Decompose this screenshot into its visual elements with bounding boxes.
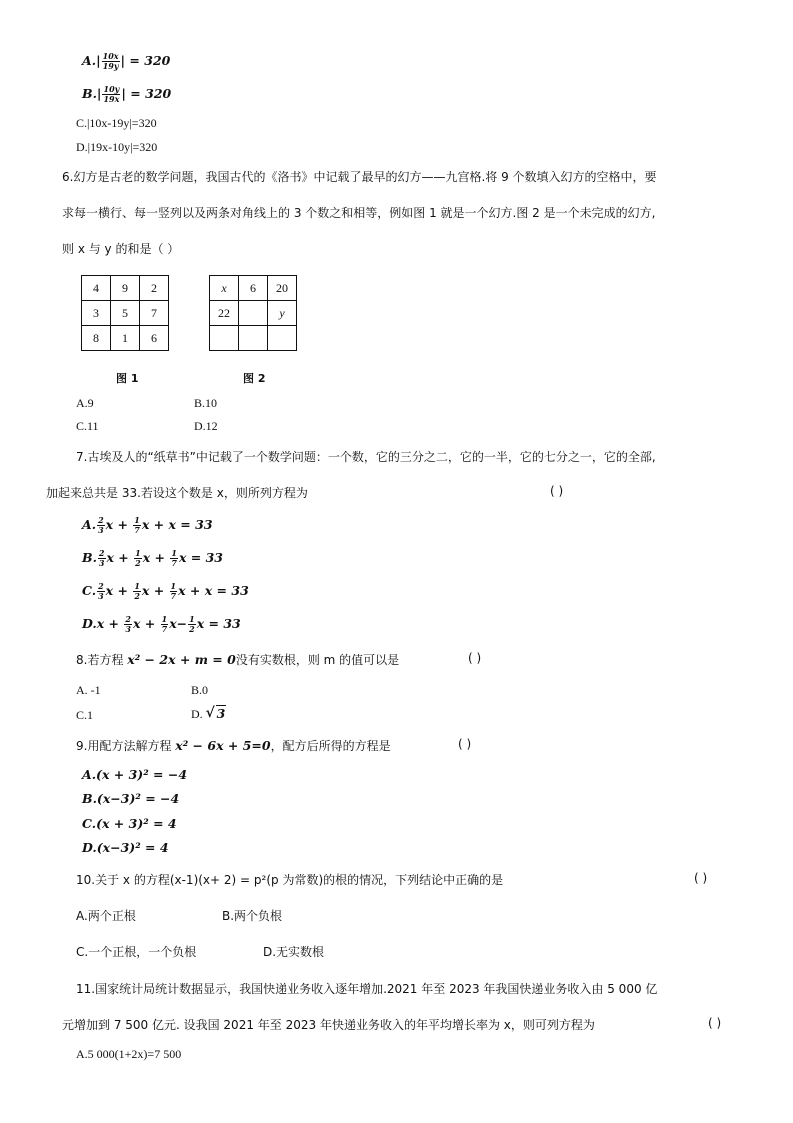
q11-stem-line2: 元增加到 7 500 亿元. 设我国 2021 年至 2023 年快递业务收入的年平均增长率为 x，则可列方程为	[62, 1018, 595, 1032]
fig1-cell: 6	[140, 326, 169, 351]
q8-option-c: C.1	[76, 708, 94, 722]
q7-stem-line2: 加起来总共是 33.若设这个数是 x，则所列方程为	[46, 486, 308, 500]
fig2-cell: 22	[210, 301, 239, 326]
fig2-cell	[268, 326, 297, 351]
figure-2-caption: 图 2	[243, 372, 266, 385]
fig1-cell: 7	[140, 301, 169, 326]
fig1-cell: 9	[111, 276, 140, 301]
q10-answer-bracket: ( )	[694, 871, 708, 885]
q5-option-a: A.| $\frac{10x}{19y}$ | = 320	[82, 51, 171, 71]
fig2-cell	[239, 301, 268, 326]
q10-option-a: A.两个正根	[76, 909, 136, 923]
q8-option-a: A. -1	[76, 683, 101, 697]
q11-stem-line1: 11.国家统计局统计数据显示，我国快递业务收入逐年增加.2021 年至 2023 年我国快递业务收入由 5 000 亿	[76, 982, 658, 996]
q9-answer-bracket: ( )	[458, 737, 472, 751]
q9-option-a: A.(x + 3)² = −4	[82, 767, 188, 782]
q9-option-b: B.(x−3)² = −4	[82, 791, 180, 806]
q6-stem-line1: 6.幻方是古老的数学问题，我国古代的《洛书》中记载了最早的幻方——九宫格.将 9 个数填入幻方的空格中，要	[62, 170, 657, 184]
fig2-cell: 6	[239, 276, 268, 301]
q6-stem-line2: 求每一横行、每一竖列以及两条对角线上的 3 个数之和相等，例如图 1 就是一个幻方.图 2 是一个未完成的幻方,	[62, 206, 656, 220]
fig2-cell: 20	[268, 276, 297, 301]
q9-stem: 9.用配方法解方程 x² − 6x + 5=0，配方后所得的方程是	[76, 738, 391, 753]
q7-option-c: C. $\frac{2}{3}$ x + $\frac{1}{2}$ x + $\frac{1}{7}$ x + x = 33	[82, 581, 249, 601]
q6-option-a: A.9	[76, 396, 94, 410]
q6-option-c: C.11	[76, 419, 99, 433]
q9-option-c: C.(x + 3)² = 4	[82, 816, 177, 831]
q7-answer-bracket: ( )	[550, 484, 564, 498]
magic-square-figure-2	[209, 275, 297, 351]
q5-option-d: D.|19x-10y|=320	[76, 140, 158, 154]
q8-option-d: D. √ 3	[191, 706, 226, 722]
q5-option-b: B.| $\frac{10y}{19x}$ | = 320	[82, 84, 172, 104]
magic-square-figure-1	[81, 275, 169, 351]
q5-option-c: C.|10x-19y|=320	[76, 116, 157, 130]
q10-stem: 10.关于 x 的方程(x-1)(x+ 2) = p²(p 为常数)的根的情况，下列结论中正确的是	[76, 873, 504, 887]
figure-1-caption: 图 1	[116, 372, 139, 385]
q6-option-d: D.12	[194, 419, 218, 433]
q11-answer-bracket: ( )	[708, 1016, 722, 1030]
q6-stem-line3: 则 x 与 y 的和是（ ）	[62, 242, 180, 256]
q6-option-b: B.10	[194, 396, 218, 410]
fig1-cell: 1	[111, 326, 140, 351]
q10-option-c: C.一个正根，一个负根	[76, 945, 197, 959]
q9-option-d: D.(x−3)² = 4	[82, 840, 169, 855]
fig2-cell: y	[268, 301, 297, 326]
fig1-cell: 3	[82, 301, 111, 326]
q8-stem: 8.若方程 x² − 2x + m = 0没有实数根，则 m 的值可以是	[76, 652, 400, 667]
q8-option-b: B.0	[191, 683, 209, 697]
fig1-cell: 5	[111, 301, 140, 326]
fig1-cell: 4	[82, 276, 111, 301]
fig2-cell	[210, 326, 239, 351]
fig1-cell: 2	[140, 276, 169, 301]
fig1-cell: 8	[82, 326, 111, 351]
q11-option-a: A.5 000(1+2x)=7 500	[76, 1047, 182, 1061]
fig2-cell: x	[210, 276, 239, 301]
q10-option-b: B.两个负根	[222, 909, 283, 923]
q8-answer-bracket: ( )	[468, 651, 482, 665]
q7-stem-line1: 7.古埃及人的“纸草书”中记载了一个数学问题：一个数，它的三分之二，它的一半，它的七分之一，它的全部,	[76, 450, 656, 464]
q7-option-b: B. $\frac{2}{3}$ x + $\frac{1}{2}$ x + $\frac{1}{7}$ x = 33	[82, 548, 223, 568]
q7-option-a: A. $\frac{2}{3}$ x + $\frac{1}{7}$ x + x = 33	[82, 515, 213, 535]
q10-option-d: D.无实数根	[263, 945, 325, 959]
q7-option-d: D.x + $\frac{2}{3}$ x + $\frac{1}{7}$ x− $\frac{1}{2}$ x = 33	[82, 614, 241, 634]
fig2-cell	[239, 326, 268, 351]
